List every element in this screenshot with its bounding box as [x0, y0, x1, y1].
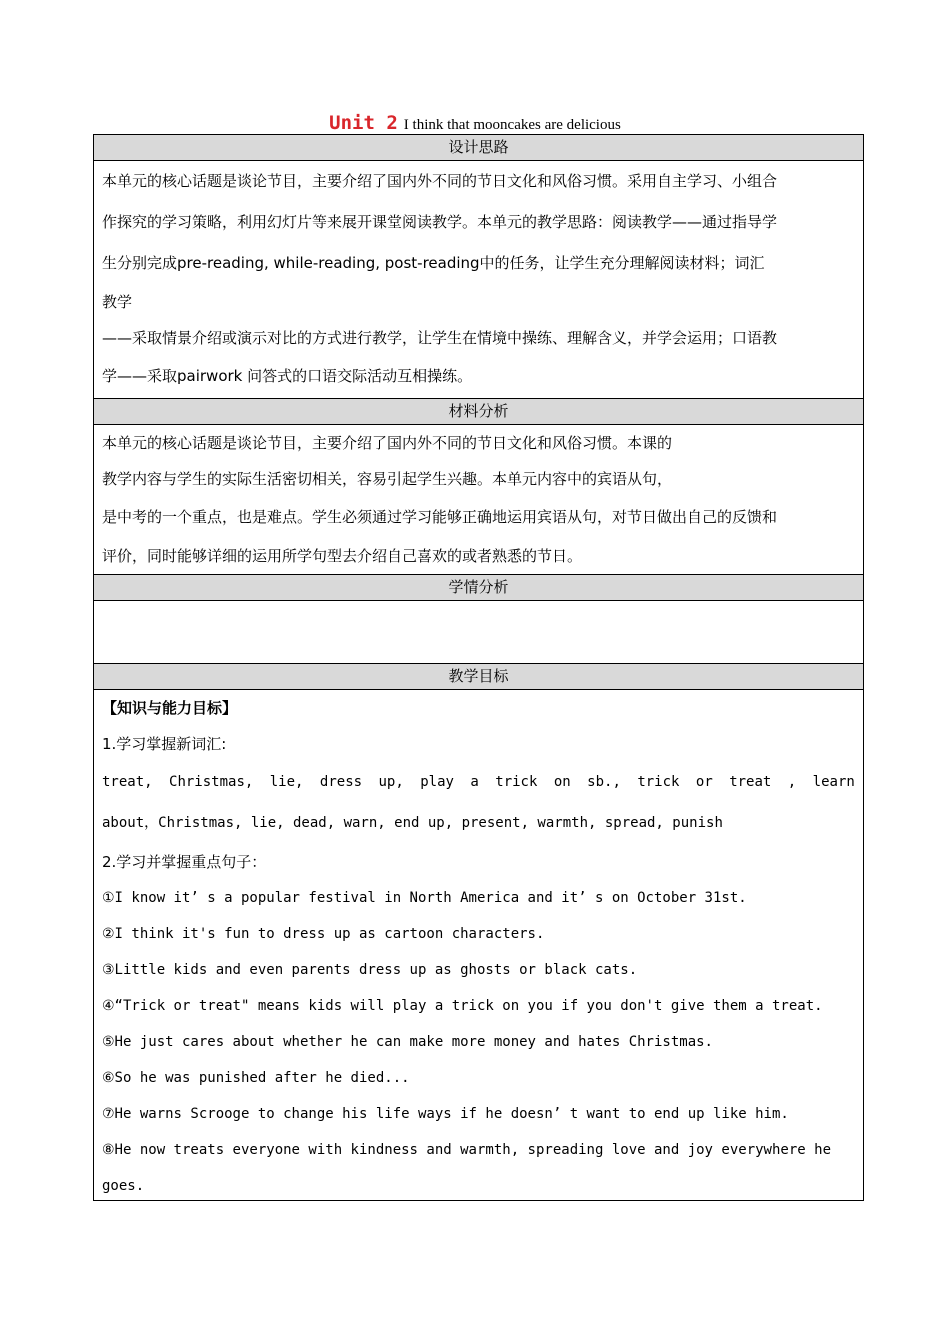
- goals-body: [94, 690, 863, 1200]
- vocab-word: treat: [729, 774, 772, 790]
- vocab-word: ,: [787, 774, 797, 790]
- design-line: 作探究的学习策略，利用幻灯片等来展开课堂阅读教学。本单元的教学思路：阅读教学——通过指导学: [102, 213, 778, 231]
- key-sentence: goes.: [102, 1178, 145, 1194]
- vocab-word: trick: [637, 774, 680, 790]
- vocab-word: Christmas,: [169, 774, 254, 790]
- goals-heading: 教学目标: [94, 664, 863, 690]
- vocab-word: sb.,: [587, 774, 621, 790]
- vocab-word: learn: [812, 774, 855, 790]
- goals-subheading: 【知识与能力目标】: [102, 699, 238, 717]
- vocab-word: on: [553, 774, 571, 790]
- material-line: 教学内容与学生的实际生活密切相关，容易引起学生兴趣。本单元内容中的宾语从句，: [102, 470, 673, 488]
- key-sentence: ③Little kids and even parents dress up as ghosts or black cats.: [102, 962, 638, 978]
- material-heading: 材料分析: [94, 399, 863, 425]
- material-line: 是中考的一个重点，也是难点。学生必须通过学习能够正确地运用宾语从句，对节日做出自己的反馈和: [102, 508, 778, 526]
- unit-label: Unit 2: [329, 112, 398, 134]
- lesson-plan-table: [93, 134, 864, 1201]
- vocab-word: lie,: [269, 774, 304, 790]
- key-sentence: ④“Trick or treat" means kids will play a trick on you if you don't give them a treat.: [102, 998, 823, 1014]
- material-body: [94, 425, 863, 575]
- design-line: 学——采取pairwork 问答式的口语交际活动互相操练。: [102, 367, 473, 385]
- design-body: [94, 161, 863, 399]
- vocab-word: play: [420, 774, 454, 790]
- key-sentence: ①I know it’ s a popular festival in North America and it’ s on October 31st.: [102, 890, 747, 906]
- material-line: 本单元的核心话题是谈论节目，主要介绍了国内外不同的节日文化和风俗习惯。本课的: [102, 434, 673, 452]
- key-sentence: ⑥So he was punished after he died...: [102, 1070, 410, 1086]
- key-sentence: ⑧He now treats everyone with kindness and warmth, spreading love and joy everywhere he: [102, 1142, 831, 1158]
- unit-subject: I think that mooncakes are delicious: [403, 117, 621, 133]
- vocab-word: up,: [378, 774, 404, 790]
- students-heading: 学情分析: [94, 575, 863, 601]
- design-line: ——采取情景介绍或演示对比的方式进行教学，让学生在情境中操练、理解含义，并学会运用；口语教: [102, 329, 778, 347]
- vocab-line: about，Christmas, lie, dead, warn, end up, present, warmth, spread, punish: [102, 815, 723, 831]
- material-line: 评价，同时能够详细的运用所学句型去介绍自己喜欢的或者熟悉的节日。: [102, 547, 583, 565]
- design-line: 教学: [102, 293, 133, 311]
- vocab-word: dress: [319, 774, 363, 790]
- key-sentence: ⑦He warns Scrooge to change his life ways if he doesn’ t want to end up like him.: [102, 1106, 789, 1122]
- vocab-word: treat,: [102, 774, 153, 790]
- vocab-line: [102, 762, 855, 803]
- vocab-word: trick: [495, 774, 538, 790]
- vocab-word: a: [470, 774, 479, 790]
- key-sentence: ⑤He just cares about whether he can make more money and hates Christmas.: [102, 1034, 713, 1050]
- vocab-word: or: [695, 774, 713, 790]
- design-heading: 设计思路: [94, 135, 863, 161]
- students-body: [94, 601, 863, 664]
- sentences-title: 2.学习并掌握重点句子：: [102, 853, 267, 871]
- design-line: 生分别完成pre-reading, while-reading, post-reading中的任务，让学生充分理解阅读材料；词汇: [102, 254, 765, 272]
- key-sentence: ②I think it's fun to dress up as cartoon characters.: [102, 926, 545, 942]
- design-line: 本单元的核心话题是谈论节目，主要介绍了国内外不同的节日文化和风俗习惯。采用自主学习、小组合: [102, 172, 778, 190]
- vocab-title: 1.学习掌握新词汇:: [102, 735, 227, 753]
